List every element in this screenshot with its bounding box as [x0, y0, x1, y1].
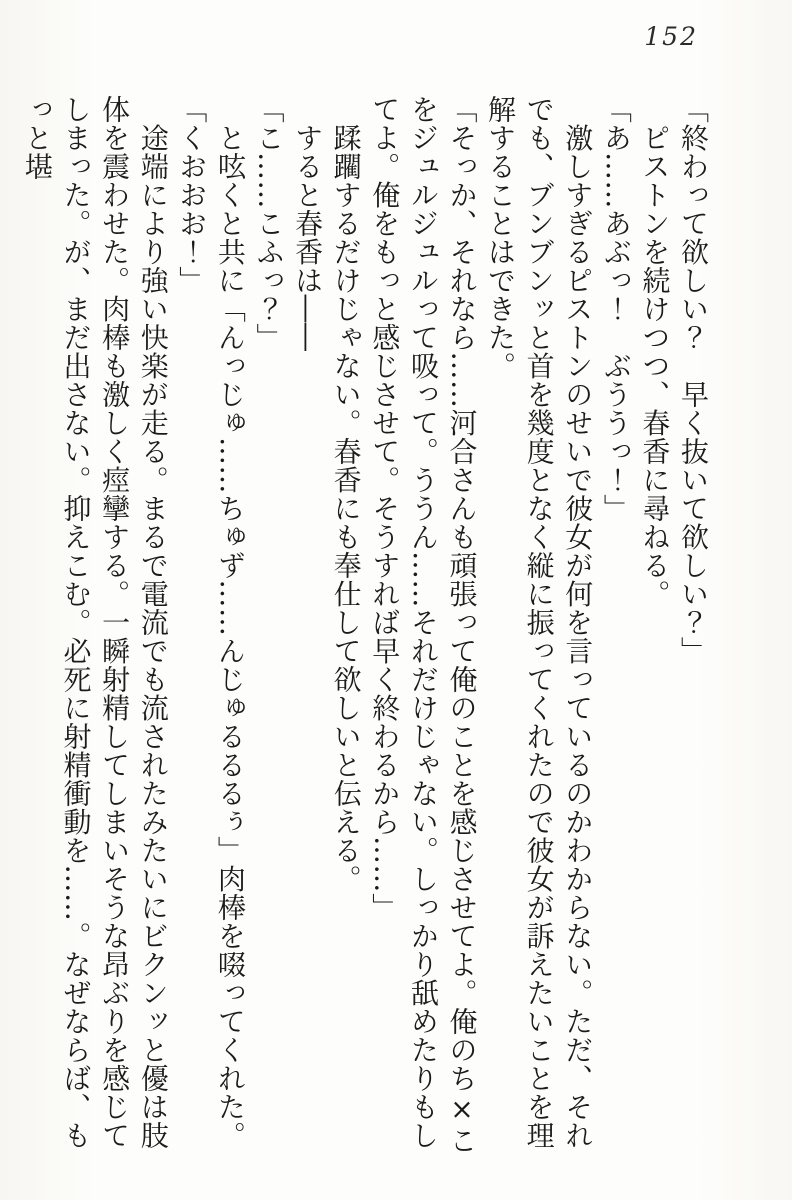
paragraph: 「あ……あぶっ！ ぶううっ！」 — [599, 95, 633, 523]
paragraph: ピストンを続けつつ、春香に尋ねる。 — [638, 95, 672, 608]
body-text — [17, 95, 712, 1163]
paragraph: 激しすぎるピストンのせいで彼女が何を言っているのかわからない。ただ、それでも、ブンブンッと首を幾度となく縦に振ってくれたので彼女が訴えたいことを理解することはできた。 — [484, 95, 595, 1150]
page-number: 152 — [644, 22, 698, 51]
paragraph: 「終わって欲しい？ 早く抜いて欲しい？」 — [677, 95, 710, 665]
paragraph: 「そっか、それなら……河合さんも頑張って俺のことを感じさせてよ。俺のち×こをジュルジュルって吸って。ううん……それだけじゃない。しっかり舐めたりもしてよ。俺をもっと感じさせて。そうすれば早く終わるから……」 — [368, 95, 479, 1155]
paragraph: すると春香は―― — [291, 95, 325, 352]
paragraph: 「くおおお！」 — [175, 95, 209, 295]
paragraph: と呟くと共に「んっじゅ……ちゅず……んじゅるるるぅ」肉棒を啜ってくれた。 — [213, 95, 247, 1150]
paragraph: 途端により強い快楽が走る。まるで電流でも流されたみたいにビクンッと優は肢体を震わせた。肉棒も激しく痙攣する。一瞬射精してしまいそうな昂ぶりを感じてしまった。が、まだ出さない。抑えこむ。必死に射精衝動を……。なぜならば、もっと堪 — [20, 95, 170, 1150]
paragraph: 「こ……こふっ？」 — [252, 95, 286, 352]
paragraph: 蹂躙するだけじゃない。春香にも奉仕して欲しいと伝える。 — [329, 95, 363, 893]
